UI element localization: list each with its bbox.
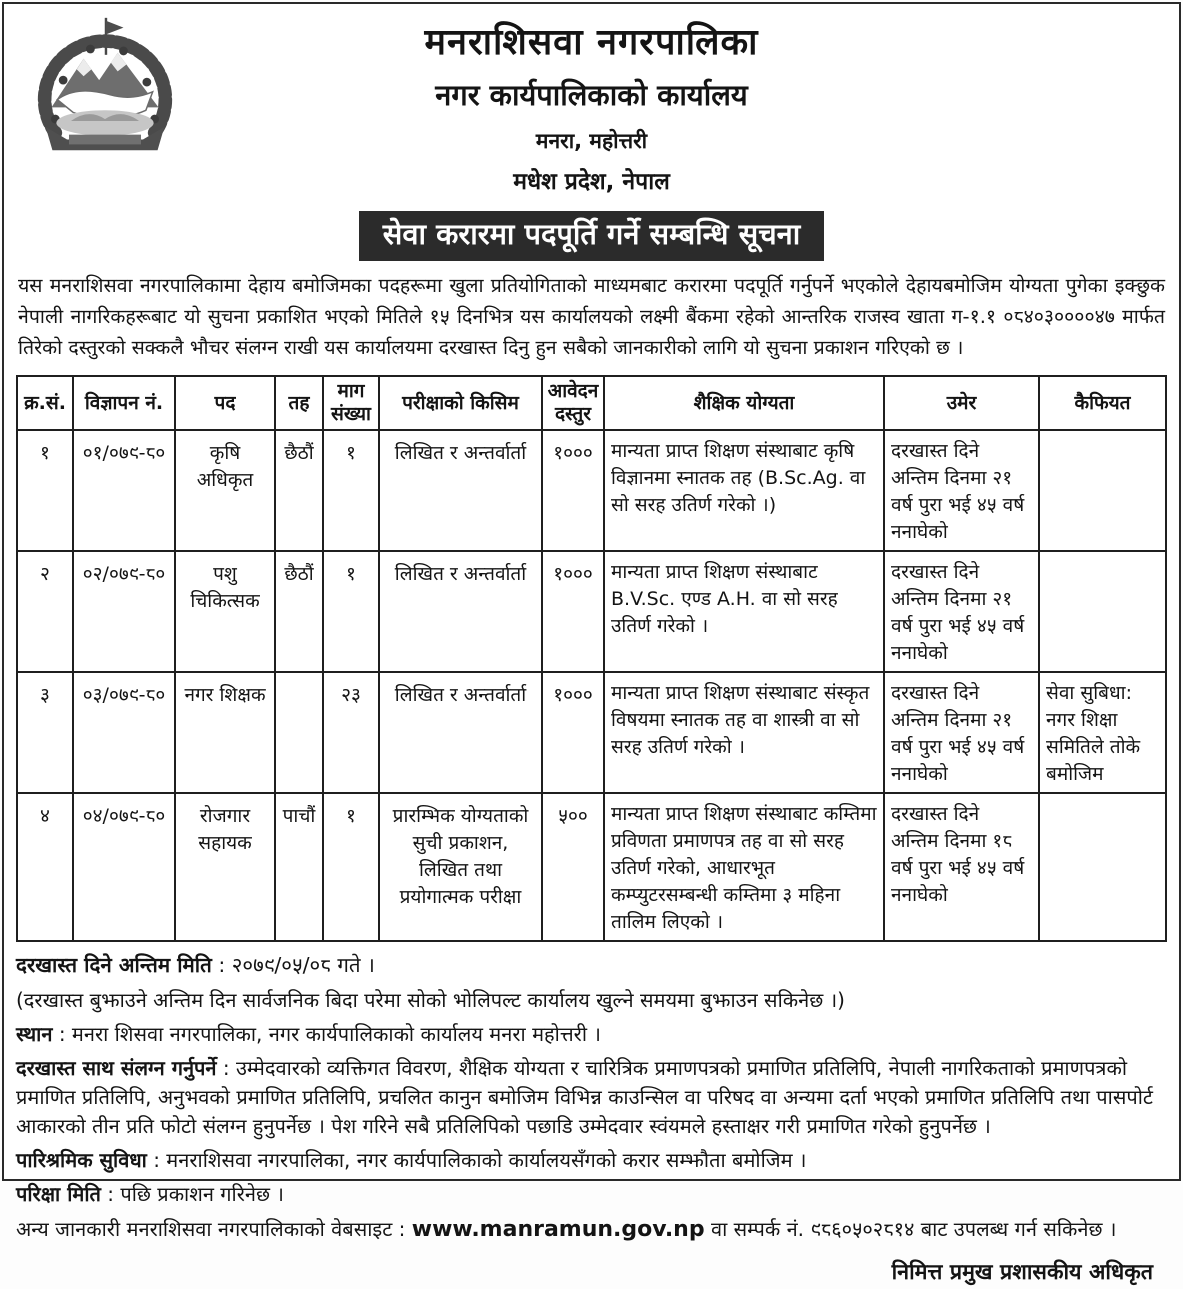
table-cell: १००० (542, 430, 604, 551)
table-cell: १ (323, 793, 379, 941)
table-row (17, 430, 1166, 551)
table-cell: मान्यता प्राप्त शिक्षण संस्थाबाट कम्तिमा प्रविणता प्रमाणपत्र तह वा सो सरह उतिर्ण गरेको, आधारभूत कम्प्युटरसम्बन्धी कम्तिमा ३ महिना तालिम लिएको । (604, 793, 884, 941)
exam-date-value: : पछि प्रकाशन गरिनेछ । (107, 1181, 284, 1206)
table-cell: ०४/०७९-८० (73, 793, 175, 941)
table-cell: १००० (542, 672, 604, 793)
column-header-post: पद (175, 376, 275, 430)
table-cell: रोजगार सहायक (175, 793, 275, 941)
documents-line (16, 1054, 1167, 1141)
office-name: नगर कार्यपालिकाको कार्यालय (435, 78, 748, 112)
notice-header (16, 10, 1167, 261)
intro-paragraph: यस मनराशिसवा नगरपालिकामा देहाय बमोजिमका पदहरूमा खुला प्रतियोगिताको माध्यमबाट करारमा पदपूर्ति गर्नुपर्ने भएकोले देहायबमोजिम योग्यता पुगेका इक्छुक नेपाली नागरिकहरूबाट यो सुचना प्रकाशित भएको मितिले १५ दिनभित्र यस कार्यालयको लक्ष्मी बैंकमा रहेको आन्तरिक राजस्व खाता ग-१.१ ०८४०३००००४७ मार्फत तिरेको दस्तुरको सक्कलै भौचर संलग्न राखी यस कार्यालयमा दरखास्त दिनु हुन सबैको जानकारीको लागि यो सुचना प्रकाशन गरिएको छ । (18, 274, 1165, 359)
table-cell: २३ (323, 672, 379, 793)
table-cell: मान्यता प्राप्त शिक्षण संस्थाबाट संस्कृत विषयमा स्नातक तह वा शास्त्री वा सो सरह उतिर्ण गरेको । (604, 672, 884, 793)
notice-title-bar: सेवा करारमा पदपूर्ति गर्ने सम्बन्धि सूचना (359, 211, 824, 261)
column-header-sn: क्र.सं. (17, 376, 73, 430)
location-label: स्थान (16, 1021, 53, 1046)
salary-label: पारिश्रमिक सुविधा (16, 1147, 147, 1172)
table-cell: ०१/०७९-८० (73, 430, 175, 551)
notice-page (2, 2, 1181, 1286)
table-row (17, 672, 1166, 793)
table-cell: १००० (542, 551, 604, 672)
table-cell: ०२/०७९-८० (73, 551, 175, 672)
table-cell: ४ (17, 793, 73, 941)
salary-value: : मनराशिसवा नगरपालिका, नगर कार्यपालिकाको कार्यालयसँगको करार सम्झौता बमोजिम । (153, 1147, 807, 1172)
more-info-line (16, 1214, 1167, 1246)
district-line: मनरा, महोत्तरी (535, 129, 648, 153)
table-cell: छैठौं (275, 430, 323, 551)
location-value: : मनरा शिसवा नगरपालिका, नगर कार्यपालिकाको कार्यालय मनरा महोत्तरी । (58, 1021, 601, 1046)
table-cell: दरखास्त दिने अन्तिम दिनमा २१ वर्ष पुरा भई ४५ वर्ष ननाघेको (884, 551, 1039, 672)
table-cell (1039, 430, 1166, 551)
table-cell: प्रारम्भिक योग्यताको सुची प्रकाशन, लिखित तथा प्रयोगात्मक परीक्षा (379, 793, 542, 941)
table-cell: ३ (17, 672, 73, 793)
table-cell: ०३/०७९-८० (73, 672, 175, 793)
deadline-value: : २०७९/०५/०८ गते । (218, 952, 375, 977)
column-header-level: तह (275, 376, 323, 430)
column-header-advert-no: विज्ञापन नं. (73, 376, 175, 430)
table-cell (1039, 793, 1166, 941)
nepal-emblem-icon (22, 12, 188, 158)
table-cell: नगर शिक्षक (175, 672, 275, 793)
vacancy-table (16, 375, 1167, 941)
table-cell: १ (17, 430, 73, 551)
column-header-fee: आवेदन दस्तुर (542, 376, 604, 430)
table-cell: लिखित र अन्तर्वार्ता (379, 430, 542, 551)
table-cell (1039, 551, 1166, 672)
website-link: www.manramun.gov.np (411, 1216, 705, 1242)
documents-value: : उम्मेदवारको व्यक्तिगत विवरण, शैक्षिक योग्यता र चारित्रिक प्रमाणपत्रको प्रमाणित प्रतिलिपि, नेपाली नागरिकताको प्रमाणपत्रको प्रमाणित प्रतिलिपि, अनुभवको प्रमाणित प्रतिलिपि, प्रचलित कानुन बमोजिम विभिन्न काउन्सिल वा परिषद वा अन्यमा दर्ता भएको प्रमाणित प्रतिलिपि तथा पासपोर्ट आकारको तीन प्रति फोटो संलग्न हुनुपर्नेछ । पेश गरिने सबै प्रतिलिपिको पछाडि उम्मेदवार स्वंयमले हस्ताक्षर गरी प्रमाणित गरेको हुनुपर्नेछ । (16, 1055, 1153, 1138)
table-cell: लिखित र अन्तर्वार्ता (379, 551, 542, 672)
exam-date-line (16, 1180, 1167, 1209)
documents-label: दरखास्त साथ संलग्न गर्नुपर्ने (16, 1055, 217, 1080)
table-cell: ५०० (542, 793, 604, 941)
table-cell: दरखास्त दिने अन्तिम दिनमा २१ वर्ष पुरा भई ४५ वर्ष ननाघेको (884, 672, 1039, 793)
table-cell: छैठौं (275, 551, 323, 672)
table-cell (275, 672, 323, 793)
table-cell: २ (17, 551, 73, 672)
table-cell: कृषि अधिकृत (175, 430, 275, 551)
province-line: मधेश प्रदेश, नेपाल (513, 169, 670, 195)
column-header-qualification: शैक्षिक योग्यता (604, 376, 884, 430)
column-header-age: उमेर (884, 376, 1039, 430)
deadline-label: दरखास्त दिने अन्तिम मिति (16, 952, 212, 977)
table-cell: पाचौं (275, 793, 323, 941)
salary-line (16, 1146, 1167, 1175)
table-header-row (17, 376, 1166, 430)
holiday-note-line: (दरखास्त बुझाउने अन्तिम दिन सार्वजनिक बिदा परेमा सोको भोलिपल्ट कार्यालय खुल्ने समयमा बुझाउन सकिनेछ ।) (16, 987, 845, 1012)
exam-date-label: परिक्षा मिति (16, 1181, 101, 1206)
column-header-quantity: माग संख्या (323, 376, 379, 430)
more-info-suffix: वा सम्पर्क नं. ९८६०५०२८१४ बाट उपलब्ध गर्न सकिनेछ । (704, 1216, 1117, 1241)
table-cell: १ (323, 430, 379, 551)
table-cell: सेवा सुबिधा: नगर शिक्षा समितिले तोके बमोजिम (1039, 672, 1166, 793)
table-cell: लिखित र अन्तर्वार्ता (379, 672, 542, 793)
deadline-line (16, 951, 1167, 981)
table-cell: पशु चिकित्सक (175, 551, 275, 672)
more-info-prefix: अन्य जानकारी मनराशिसवा नगरपालिकाको वेबसाइट : (16, 1216, 412, 1241)
municipality-name: मनराशिसवा नगरपालिका (424, 22, 759, 63)
table-cell: दरखास्त दिने अन्तिम दिनमा २१ वर्ष पुरा भई ४५ वर्ष ननाघेको (884, 430, 1039, 551)
table-row (17, 551, 1166, 672)
column-header-remarks: कैफियत (1039, 376, 1166, 430)
signature-line: निमित्त प्रमुख प्रशासकीय अधिकृत (891, 1260, 1153, 1286)
column-header-exam-type: परीक्षाको किसिम (379, 376, 542, 430)
table-cell: दरखास्त दिने अन्तिम दिनमा १८ वर्ष पुरा भई ४५ वर्ष ननाघेको (884, 793, 1039, 941)
table-cell: मान्यता प्राप्त शिक्षण संस्थाबाट B.V.Sc. एण्ड A.H. वा सो सरह उतिर्ण गरेको । (604, 551, 884, 672)
table-cell: मान्यता प्राप्त शिक्षण संस्थाबाट कृषि विज्ञानमा स्नातक तह (B.Sc.Ag. वा सो सरह उतिर्ण गरेको ।) (604, 430, 884, 551)
notice-footer (16, 951, 1167, 1289)
location-line (16, 1020, 1167, 1049)
table-row (17, 793, 1166, 941)
table-cell: १ (323, 551, 379, 672)
